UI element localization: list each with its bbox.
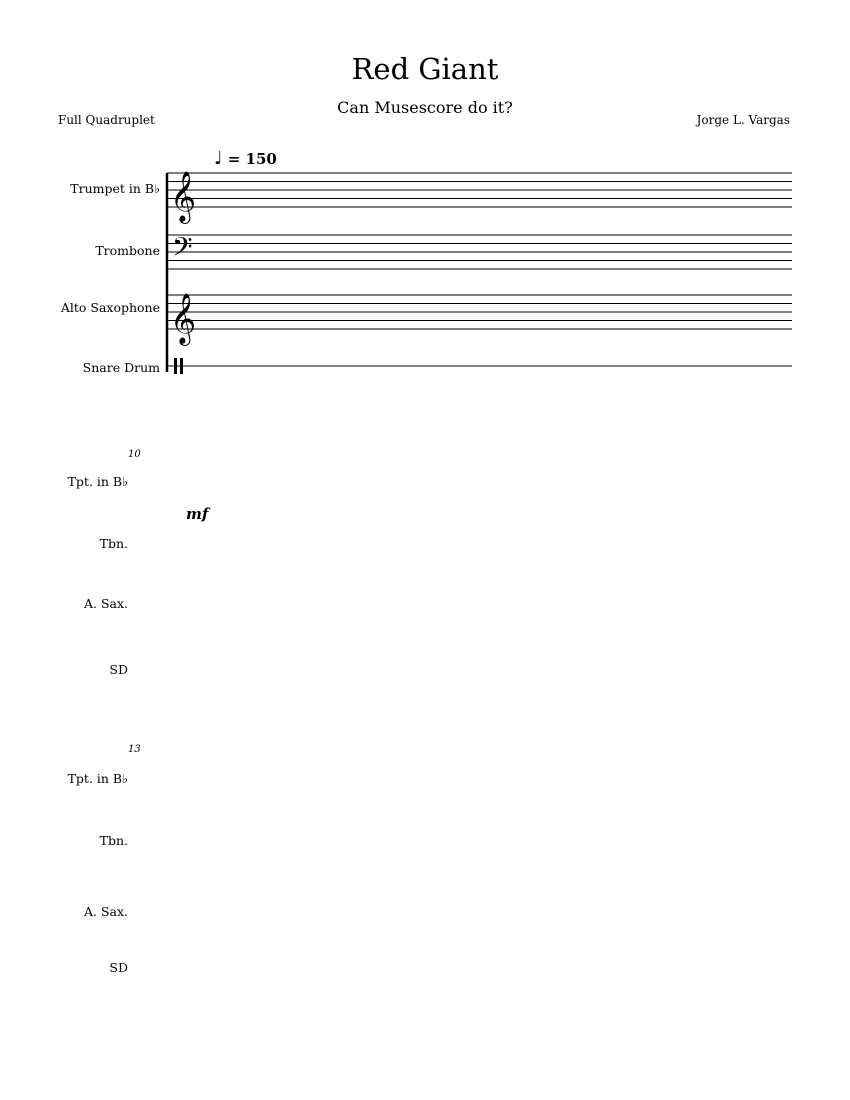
label-alto-sax-short: A. Sax. xyxy=(83,596,128,611)
measure-number: 10 xyxy=(128,449,141,460)
dynamic-mf: mf xyxy=(186,505,209,523)
quarter-note-icon: ♩ xyxy=(214,148,223,169)
label-alto-sax-short: A. Sax. xyxy=(83,904,128,919)
label-trumpet-short: Tpt. in B♭ xyxy=(67,474,128,489)
percussion-clef-icon xyxy=(174,358,177,374)
bass-clef-icon: 𝄢 xyxy=(172,231,193,269)
label-trumpet-full: Trumpet in B♭ xyxy=(70,181,160,196)
label-snare-short: SD xyxy=(109,960,128,975)
composer: Jorge L. Vargas xyxy=(696,113,790,127)
treble-clef-icon: 𝄞 xyxy=(170,293,197,344)
percussion-clef-icon xyxy=(180,358,183,374)
treble-clef-icon: 𝄞 xyxy=(170,171,197,222)
measure-number: 13 xyxy=(128,744,141,755)
tempo-text: = 150 xyxy=(227,150,277,168)
score-left-note: Full Quadruplet xyxy=(58,113,155,127)
label-alto-sax-full: Alto Saxophone xyxy=(60,300,160,315)
label-snare-short: SD xyxy=(109,662,128,677)
label-snare-full: Snare Drum xyxy=(82,360,160,375)
score-subtitle: Can Musescore do it? xyxy=(337,98,513,117)
label-trombone-short: Tbn. xyxy=(99,833,128,848)
label-trumpet-short: Tpt. in B♭ xyxy=(67,771,128,786)
score-title: Red Giant xyxy=(351,52,499,86)
label-trombone-full: Trombone xyxy=(95,243,160,258)
label-trombone-short: Tbn. xyxy=(99,536,128,551)
